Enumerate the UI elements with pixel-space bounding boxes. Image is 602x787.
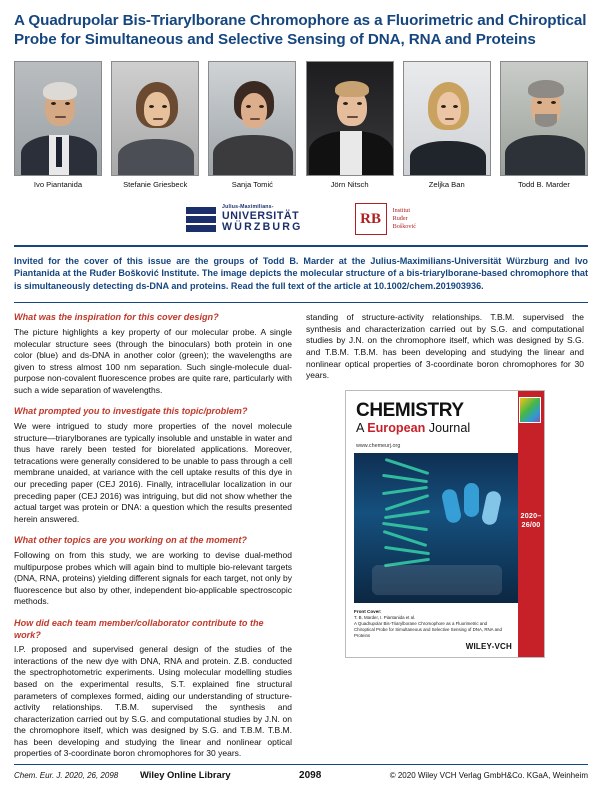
cover-title: CHEMISTRY [356, 399, 464, 421]
author-card [403, 61, 491, 189]
body-columns [14, 312, 588, 769]
dna-helix-graphic [380, 461, 440, 581]
cover-url: www.chemeurj.org [356, 443, 401, 450]
cover-masthead [356, 401, 516, 450]
author-name: Jörn Nitsch [330, 180, 369, 190]
divider [14, 764, 588, 765]
question-heading: What was the inspiration for this cover design? [14, 312, 219, 323]
footer-platform: Wiley Online Library [140, 769, 231, 780]
logo-row [14, 203, 588, 235]
author-name: Zeljka Ban [428, 180, 465, 190]
author-card [208, 61, 296, 189]
author-name: Todd B. Marder [517, 180, 570, 190]
footer-citation: Chem. Eur. J. 2020, 26, 2098 [14, 771, 119, 780]
question-heading: What other topics are you working on at the moment? [14, 535, 247, 546]
cover-issue-number: 2020–26/00 [520, 510, 542, 529]
avatar [500, 61, 588, 176]
avatar [14, 61, 102, 176]
avatar [208, 61, 296, 176]
page-footer [14, 764, 588, 781]
answer-text: I.P. proposed and supervised general design of the studies of the interactions of the new dye with DNA, RNA and protein. Z.B. conducted the spectrophotometric experiments. Using molecular modelling studies based on the experimental results, S.T. explained fine structural parameters of complexes formed, aiding our understanding of structure-activity relationships. T.B.M. supervised the synthesis and characterization carried out by S.G. and computational studies by J.N. on the chromophore itself, which was designed by S.G. and T.B.M. T.B.M. has been developing and studying the linear and nonlinear optical properties of 3-coordinate boron chromophores for 30 years. [14, 644, 292, 759]
intro-paragraph: Invited for the cover of this issue are the groups of Todd B. Marder at the Julius-Maximilians-Universität Würzburg and Ivo Piantanida at the Ruđer Bošković Institute. The image depicts the molecular structure of a bis-triarylborane-based chromophore that is simultaneously detecting ds-DNA and proteins. Read the full text of the article at 10.1002/chem.201903936. [14, 255, 588, 291]
answer-text: Following on from this study, we are working to devise dual-method multipurpose probes which will again bind to multiple bio-relevant targets (DNA, RNA, proteins) yielding different signals for each target, not only by fluorescence but also by other, independent bio-applicable spectroscopic methods. [14, 549, 292, 607]
footer-copyright: © 2020 Wiley VCH Verlag GmbH&Co. KGaA, Weinheim [389, 771, 588, 780]
university-logo [186, 205, 303, 233]
avatar [306, 61, 394, 176]
answer-text: The picture highlights a key property of our molecular probe. A single molecular structure sees (through the binoculars) both protein in one color (blue) and ds-DNA in another color (green); the wavelengths are given to stress almost 100 nm separation. Such single-molecule dual-purpose non-covalent fluorescence probes are quite rare, particularly with such a wide separation of wavelengths. [14, 327, 292, 395]
university-mark-icon [186, 207, 216, 232]
author-card [306, 61, 394, 189]
cover-subtitle [356, 422, 516, 436]
university-logo-top: Julius-Maximilians- [222, 204, 274, 211]
footer-page-number: 2098 [299, 770, 322, 781]
cover-caption [354, 609, 504, 639]
cover-subtitle-a: A [356, 420, 368, 435]
divider [14, 302, 588, 303]
institute-logo [355, 203, 416, 235]
author-name: Stefanie Griesbeck [123, 180, 188, 190]
institute-line-2: Ruđer [392, 215, 408, 223]
question-heading: What prompted you to investigate this topic/problem? [14, 406, 248, 417]
avatar [403, 61, 491, 176]
author-card [111, 61, 199, 189]
author-card [14, 61, 102, 189]
journal-cover-image [345, 390, 545, 658]
cover-publisher: WILEY-VCH [465, 641, 512, 651]
molecule-graphic [372, 565, 502, 595]
cover-caption-head: Front Cover: [354, 608, 382, 614]
page-title: A Quadrupolar Bis-Triarylborane Chromophore as a Fluorimetric and Chiroptical Probe for Simultaneous and Selective Sensing of DNA, RNA and Proteins [14, 12, 587, 48]
cover-caption-authors: T. B. Marder, I. Piantanida et al. [354, 614, 416, 620]
divider [14, 245, 588, 247]
answer-continuation: standing of structure-activity relationships. T.B.M. supervised the synthesis and characterization carried out by S.G. and computational studies by J.N. on the chromophore itself, which was designed by S.G. and T.B.M. T.B.M. has been developing and studying the linear and nonlinear optical properties of 3-coordinate boron chromophores for 30 years. [306, 312, 584, 381]
institute-mark-icon: RB [355, 203, 387, 235]
university-logo-main: UNIVERSITÄT [222, 209, 300, 222]
institute-line-1: Institut [392, 207, 411, 215]
avatar [111, 61, 199, 176]
cover-caption-title: A Quadrupolar Bis-Triarylborane Chromophore as a Fluorimetric and Chiroptical Probe for Simultaneous and Selective Sensing of DNA, RNA and Proteins [354, 620, 502, 638]
author-name: Sanja Tomić [231, 180, 273, 190]
author-name: Ivo Piantanida [33, 180, 83, 190]
question-heading: How did each team member/collaborator contribute to the work? [14, 617, 264, 640]
institute-line-3: Bošković [392, 222, 416, 230]
cover-artwork [354, 453, 518, 603]
journal-badge-icon [519, 397, 541, 423]
protein-graphic [442, 479, 512, 553]
column-right [306, 312, 584, 769]
university-logo-sub: WÜRZBURG [222, 220, 303, 233]
answer-text: We were intrigued to study more properties of the novel molecule structure—triarylboranes are typically insoluble and unstable in water and thus have rarely been tested for biorelated applications. Moreover, tetracations were generally considered to be unable to pass through a cell membrane unaided, at variance with the cell uptake results of this dye in our preceding paper (CEJ 2016). Finally, intracellular localization in our preceding paper (CEJ 2016) was intriguing, but did not show whether the actual target was protein or DNA: a question which the results presented herein answered. [14, 421, 292, 524]
cover-subtitle-c: Journal [425, 420, 471, 435]
column-left [14, 312, 292, 769]
author-card [500, 61, 588, 189]
author-photo-row [14, 61, 588, 189]
cover-subtitle-b: European [367, 420, 426, 435]
